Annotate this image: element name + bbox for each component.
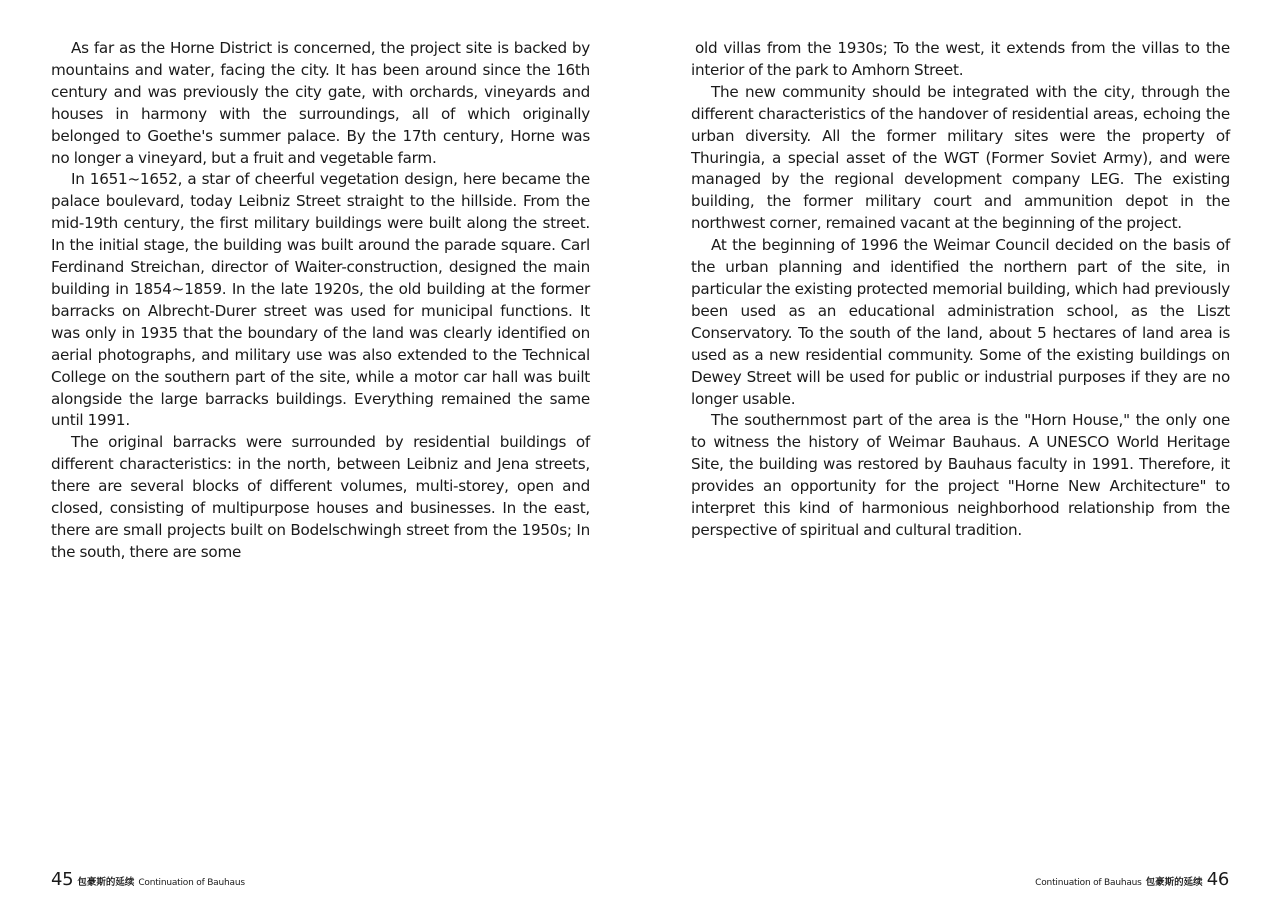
running-title-chinese: 包豪斯的延续 [1145, 877, 1203, 888]
running-title-english: Continuation of Bauhaus [138, 878, 245, 888]
right-page [640, 0, 1280, 906]
left-page-footer [51, 871, 245, 889]
paragraph: In 1651~1652, a star of cheerful vegetation design, here became the palace boulevard, today Leibniz Street straight to the hillside. From the mid-19th century, the first military buildings were built along the street. In the initial stage, the building was built around the parade square. Carl Ferdinand Streichan, director of Waiter-construction, designed the main building in 1854~1859. In the late 1920s, the old building at the former barracks on Albrecht-Durer street was used for municipal functions. It was only in 1935 that the boundary of the land was clearly identified on aerial photographs, and military use was also extended to the Technical College on the southern part of the site, while a motor car hall was built alongside the large barracks buildings. Everything remained the same until 1991. [51, 170, 590, 430]
running-title-english: Continuation of Bauhaus [1035, 878, 1142, 888]
paragraph: old villas from the 1930s; To the west, it extends from the villas to the interior of the park to Amhorn Street. [691, 39, 1230, 79]
left-text-column [51, 38, 590, 564]
paragraph: The new community should be integrated with the city, through the different characteristics of the handover of residential areas, echoing the urban diversity. All the former military sites were the property of Thuringia, a special asset of the WGT (Former Soviet Army), and were managed by the regional development company LEG. The existing building, the former military court and ammunition depot in the northwest corner, remained vacant at the beginning of the project. [691, 82, 1230, 233]
running-title-chinese: 包豪斯的延续 [77, 877, 135, 888]
page-number: 46 [1206, 869, 1229, 890]
right-page-footer [1035, 871, 1229, 889]
page-number: 45 [51, 869, 74, 890]
paragraph: At the beginning of 1996 the Weimar Council decided on the basis of the urban planning and identified the northern part of the site, in particular the existing protected memorial building, which had previously been used as an educational administration school, as the Liszt Conservatory. To the south of the land, about 5 hectares of land area is used as a new residential community. Some of the existing buildings on Dewey Street will be used for public or industrial purposes if they are no longer usable. [691, 236, 1230, 408]
paragraph: As far as the Horne District is concerned, the project site is backed by mountains and water, facing the city. It has been around since the 16th century and was previously the city gate, with orchards, vineyards and houses in harmony with the surroundings, all of which originally belonged to Goethe's summer palace. By the 17th century, Horne was no longer a vineyard, but a fruit and vegetable farm. [51, 39, 590, 167]
right-text-column [691, 38, 1230, 542]
paragraph: The original barracks were surrounded by residential buildings of different characteristics: in the north, between Leibniz and Jena streets, there are several blocks of different volumes, multi-storey, open and closed, consisting of multipurpose houses and businesses. In the east, there are small projects built on Bodelschwingh street from the 1950s; In the south, there are some [51, 433, 590, 561]
paragraph: The southernmost part of the area is the "Horn House," the only one to witness the history of Weimar Bauhaus. A UNESCO World Heritage Site, the building was restored by Bauhaus faculty in 1991. Therefore, it provides an opportunity for the project "Horne New Architecture" to interpret this kind of harmonious neighborhood relationship from the perspective of spiritual and cultural tradition. [691, 411, 1230, 539]
